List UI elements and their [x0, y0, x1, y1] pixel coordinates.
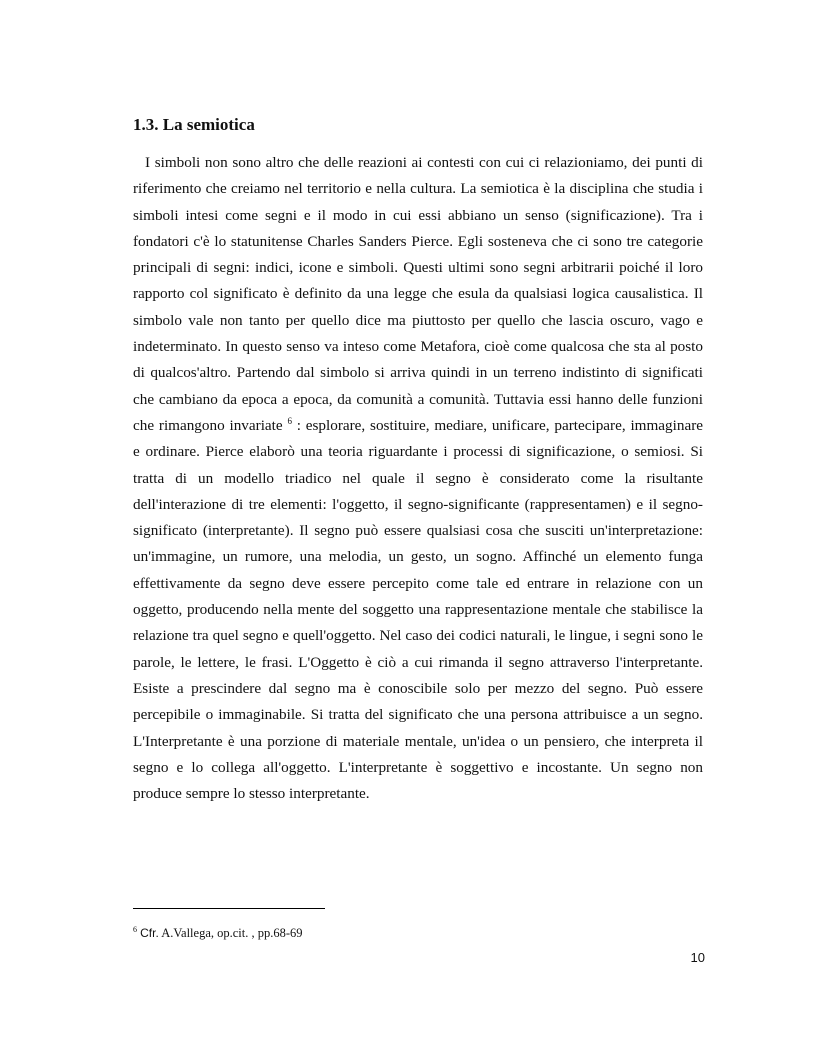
footnote-citation: A.Vallega, op.cit. , pp.68-69 [158, 926, 303, 940]
footnote [133, 925, 303, 941]
footnote-separator [133, 908, 325, 909]
footnote-cfr: Cfr. [140, 926, 159, 940]
paragraph-text-part1: I simboli non sono altro che delle reazioni ai contesti con cui ci relazioniamo, dei punti di riferimento che creiamo nel territorio e nella cultura. La semiotica è la disciplina che studia i simboli intesi come segni e il modo in cui essi abbiano un senso (significazione). Tra i fondatori c'è lo statunitense Charles Sanders Pierce. Egli sosteneva che ci sono tre categorie principali di segni: indici, icone e simboli. Questi ultimi sono segni arbitrarii poiché il loro rapporto col significato è definito da una legge che esula da qualsiasi logica causalistica. Il simbolo vale non tanto per quello dice ma piuttosto per quello che lascia oscuro, vago e indeterminato. In questo senso va inteso come Metafora, cioè come qualcosa che sta al posto di qualcos'altro. Partendo dal simbolo si arriva quindi in un terreno indistinto di significati che cambiano da epoca a epoca, da comunità a comunità. Tuttavia essi hanno delle funzioni che rimangono invariate [133, 154, 703, 434]
body-paragraph [133, 150, 703, 807]
section-heading: 1.3. La semiotica [133, 115, 255, 134]
footnote-number: 6 [133, 924, 137, 934]
footnote-reference[interactable]: 6 [287, 415, 292, 426]
paragraph-text-part2: : esplorare, sostituire, mediare, unificare, partecipare, immaginare e ordinare. Pierce elaborò una teoria riguardante i processi di significazione, o semiosi. Si tratta di un modello triadico nel quale il segno è considerato come la risultante dell'interazione di tre elementi: l'oggetto, il segno-significante (rappresentamen) e il segno-significato (interpretante). Il segno può essere qualsiasi cosa che susciti un'interpretazione: un'immagine, un rumore, una melodia, un gesto, un sogno. Affinché un elemento funga effettivamente da segno deve essere percepito come tale ed entrare in relazione con un oggetto, producendo nella mente del soggetto una rappresentazione mentale che stabilisce la relazione tra quel segno e quell'oggetto. Nel caso dei codici naturali, le lingue, i segni sono le parole, le lettere, le frasi. L'Oggetto è ciò a cui rimanda il segno attraverso l'interpretante. Esiste a prescindere dal segno ma è conoscibile solo per mezzo del segno. Può essere percepibile o immaginabile. Si tratta del significato che una persona attribuisce a un segno. L'Interpretante è una porzione di materiale mentale, un'idea o un pensiero, che interpreta il segno e lo collega all'oggetto. L'interpretante è soggettivo e incostante. Un segno non produce sempre lo stesso interpretante. [133, 416, 703, 803]
page-number: 10 [690, 950, 705, 965]
